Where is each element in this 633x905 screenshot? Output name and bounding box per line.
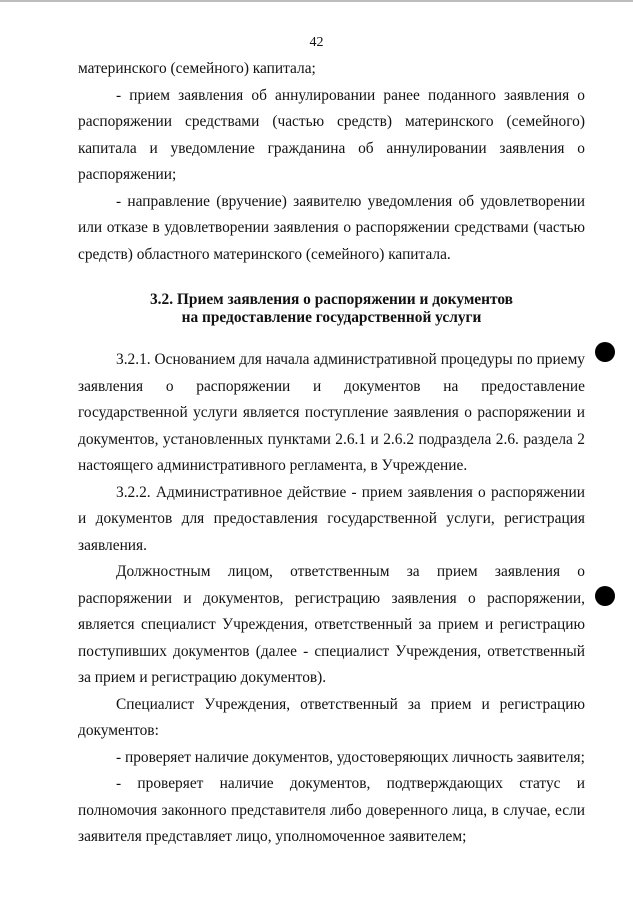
intro-text-block <box>78 56 585 268</box>
punch-hole-lower <box>595 586 615 606</box>
list-item-authority-check: - проверяет наличие документов, подтверждающих статус и полномочия законного представителя либо доверенного лица, в случае, если заявителя представляет лицо, уполномоченное заявителем; <box>78 775 585 845</box>
section-heading-line-1: 3.2. Прием заявления о распоряжении и документов <box>149 291 513 308</box>
list-item-identity-check: - проверяет наличие документов, удостоверяющих личность заявителя; <box>116 748 585 766</box>
paragraph-continuation: материнского (семейного) капитала; <box>78 60 316 77</box>
page-number: 42 <box>309 35 324 50</box>
section-heading-line-2: на предоставление государственной услуги <box>181 309 482 326</box>
paragraph-3-2-1: 3.2.1. Основанием для начала административной процедуры по приему заявления о распоряжении и документов на предоставление государственной услуги является поступление заявления о распоряжении и документов, установленных пунктами 2.6.1 и 2.6.2 подраздела 2.6. раздела 2 настоящего административного регламента, в Учреждение. <box>78 351 585 474</box>
paragraph-notification-item: - направление (вручение) заявителю уведомления об удовлетворении или отказе в удовлетворении заявления о распоряжении средствами (частью средств) областного материнского (семейного) капитала. <box>78 192 585 263</box>
section-heading <box>78 291 585 327</box>
paragraph-responsible-official: Должностным лицом, ответственным за прием заявления о распоряжении и документов, регистрацию заявления о распоряжении, является специалист Учреждения, ответственный за прием и регистрацию поступивших документов (далее - специалист Учреждения, ответственный за прием и регистрацию документов). <box>78 563 585 686</box>
punch-hole-upper <box>595 342 615 362</box>
scan-top-edge <box>0 0 633 2</box>
section-body <box>78 347 585 851</box>
paragraph-3-2-2: 3.2.2. Административное действие - прием заявления о распоряжении и документов для предоставления государственной услуги, регистрация заявления. <box>78 483 585 554</box>
paragraph-annulment-item: - прием заявления об аннулировании ранее поданного заявления о распоряжении средствами (частью средств) материнского (семейного) капитала и уведомление гражданина об аннулировании заявления о распоряжении; <box>78 86 585 183</box>
paragraph-specialist-duties: Специалист Учреждения, ответственный за прием и регистрацию документов: <box>78 695 585 739</box>
